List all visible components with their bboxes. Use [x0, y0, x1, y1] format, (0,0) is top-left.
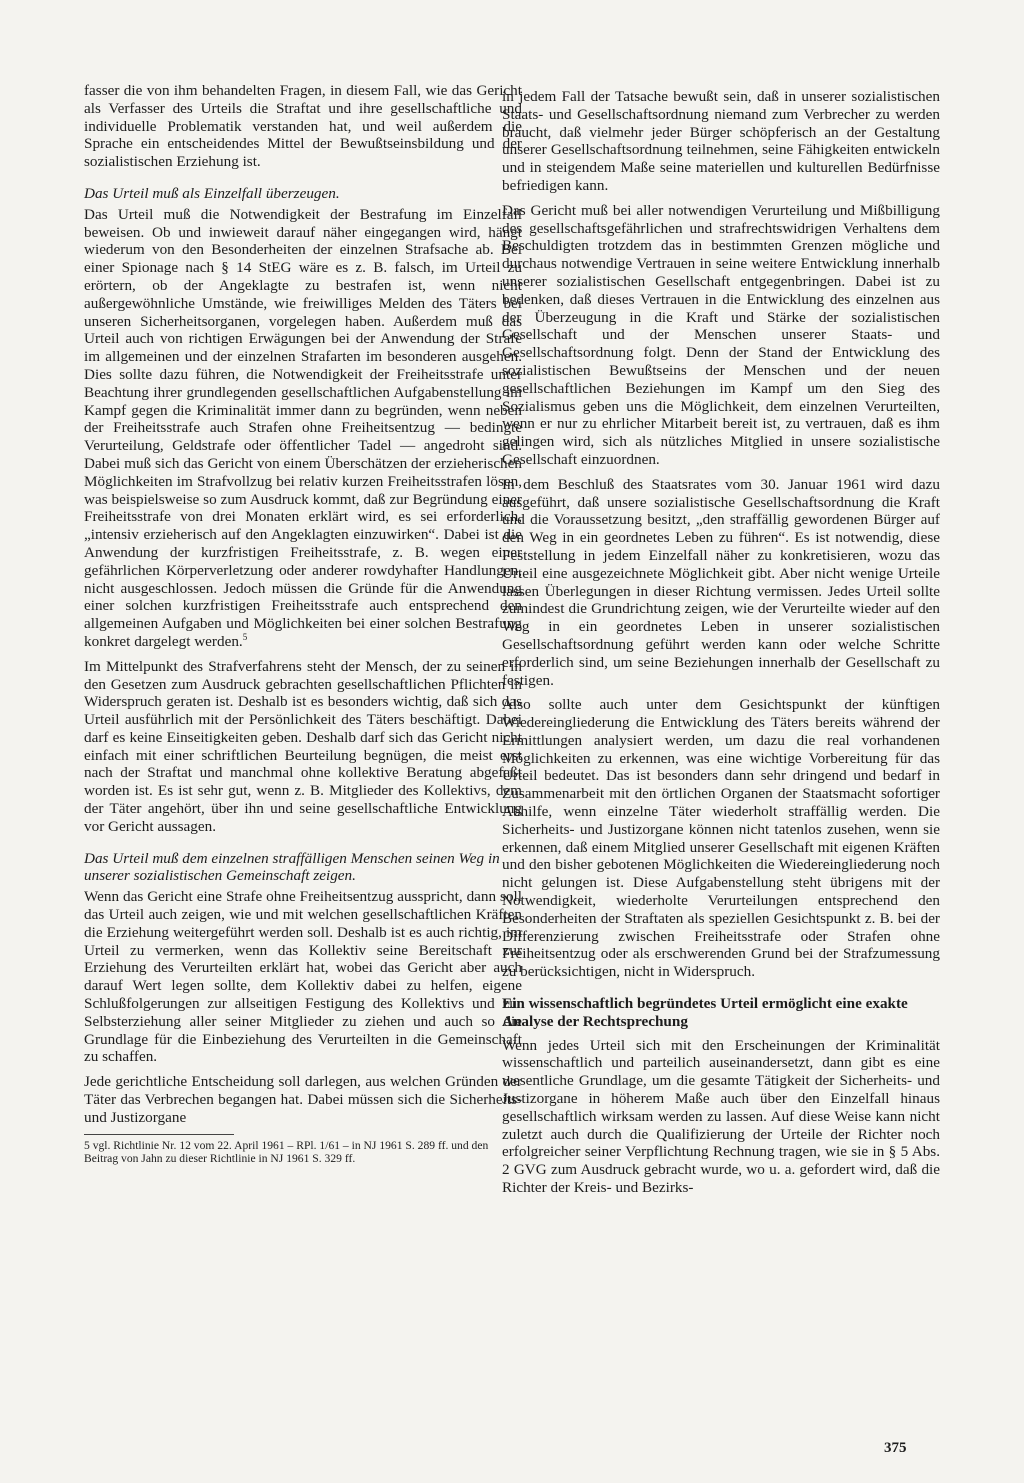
footnote: 5 vgl. Richtlinie Nr. 12 vom 22. April 1961 – RPl. 1/61 – in NJ 1961 S. 289 ff. und den Beitrag von Jahn zu dieser Richtlinie in NJ 1961 S. 329 ff. — [84, 1138, 489, 1165]
subheading: Das Urteil muß dem einzelnen straffälligen Menschen seinen Weg in unserer sozialistischen Gemeinschaft zeigen. — [84, 849, 500, 885]
paragraph: in jedem Fall der Tatsache bewußt sein, daß in unserer sozialistischen Staats- und Gesellschaftsordnung niemand zum Verbrecher zu werden braucht, daß vielmehr jeder Bürger schöpferisch an der Gestaltung unserer Gesellschaftsordnung teilnehmen, seine Fähigkeiten entwickeln und in steigendem Maße seine materiellen und kulturellen Bedürfnisse befriedigen kann. — [502, 88, 940, 194]
left-column — [84, 82, 522, 1172]
paragraph: Das Gericht muß bei aller notwendigen Verurteilung und Mißbilligung des gesellschaftsgefährlichen und strafrechtswidrigen Verhaltens dem Beschuldigten trotzdem das in bestimmten Grenzen mögliche und durchaus notwendige Vertrauen in seine weitere Entwicklung innerhalb unserer sozialistischen Gesellschaft entgegenbringen. Dabei ist zu bedenken, daß dieses Vertrauen in die Entwicklung des einzelnen aus der Überzeugung in die Kraft und Stärke der sozialistischen Gesellschaft und der Menschen unserer Staats- und Gesellschaftsordnung folgt. Denn der Stand der Entwicklung des sozialistischen Bewußtseins der Menschen und der neuen gesellschaftlichen Beziehungen im Kampf um den Sieg des Sozialismus geben uns die Möglichkeit, dem einzelnen Verurteilten, wenn er nur zu ehrlicher Mitarbeit bereit ist, zu vertrauen, daß es ihm gelingen wird, sich als nützliches Mitglied in unsere sozialistische Gesellschaft einzuordnen. — [502, 201, 940, 468]
paragraph: Also sollte auch unter dem Gesichtspunkt der künftigen Wiedereingliederung die Entwicklung des Täters bereits während der Ermittlungen analysiert werden, um dazu die real vorhandenen Möglichkeiten zu erkennen, was eine wichtige Vorbereitung für das Urteil bedeutet. Das ist besonders dann sehr dringend und bedarf in Zusammenarbeit mit den örtlichen Organen der Staatsmacht sofortiger Abhilfe, wenn einzelne Täter wiederholt straffällig werden. Die Sicherheits- und Justizorgane können nicht tatenlos zusehen, wenn sie erkennen, daß einem Mitglied unserer Gesellschaft mit eigenen Kräften und den bisher gebotenen Möglichkeiten die Wiedereingliederung noch nicht gelungen ist. Diese Aufgabenstellung steht übrigens mit der Notwendigkeit, wiederholte Verurteilungen entsprechend den Besonderheiten der Straftaten als speziellen Gesichtspunkt z. B. bei der Differenzierung zwischen Freiheitsstrafe oder Strafen ohne Freiheitsentzug oder als erschwerenden Grund bei der Strafzumessung zu berücksichtigen, nicht in Widerspruch. — [502, 696, 940, 981]
paragraph: fasser die von ihm behandelten Fragen, in diesem Fall, wie das Gericht als Verfasser des Urteils die Straftat und ihre gesellschaftliche und individuelle Problematik verstanden hat, und weil außerdem die Sprache ein entscheidendes Mittel der Bewußtseinsbildung und der sozialistischen Erziehung ist. — [84, 82, 522, 171]
paragraph — [84, 206, 522, 651]
page-number: 375 — [884, 1440, 907, 1456]
paragraph-text: Das Urteil muß die Notwendigkeit der Bestrafung im Einzelfall beweisen. Ob und inwieweit darauf näher eingegangen wird, hängt wiederum von den Besonderheiten der einzelnen Strafsache ab. Bei einer Spionage nach § 14 StEG wäre es z. B. falsch, im Urteil zu erörtern, ob der Angeklagte zu bestrafen ist, wenn nicht außergewöhnliche Umstände, wie freiwilliges Melden des Täters bei unseren Sicherheitsorganen, vorgelegen haben. Außerdem muß das Urteil auch von richtigen Erwägungen bei der Anwendung der Strafe im allgemeinen und der einzelnen Strafarten im besonderen ausgehen. Dies sollte dazu führen, die Notwendigkeit der Freiheitsstrafe unter Beachtung ihrer grundlegenden gesellschaftlichen Aufgabenstellung im Kampf gegen die Kriminalität immer dann zu begründen, wenn neben der Freiheitsstrafe auch Strafen ohne Freiheitsentzug — bedingte Verurteilung, Geldstrafe oder öffentlicher Tadel — angedroht sind. Dabei muß sich das Gericht von einem Überschätzen der erzieherischen Möglichkeiten im Strafvollzug bei relativ kurzen Freiheitsstrafen lösen, was beispielsweise so zum Ausdruck kommt, daß zur Begründung einer Freiheitsstrafe von drei Monaten erklärt wird, es sei erforderlich, „intensiv erzieherisch auf den Angeklagten einzuwirken“. Dabei ist die Anwendung der kurzfristigen Freiheitsstrafe, z. B. wegen einer gefährlichen Körperverletzung oder anderer rowdyhafter Handlungen, nicht ausgeschlossen. Jedoch müssen die Gründe für die Anwendung einer solchen kurzfristigen Freiheitsstrafe auch entsprechend den allgemeinen Aufgaben und Möglichkeiten bei einer solchen Bestrafung konkret dargelegt werden. — [84, 205, 522, 650]
footnote-marker: 5 — [242, 631, 248, 642]
footnote-rule — [84, 1134, 234, 1135]
paragraph: Wenn jedes Urteil sich mit den Erscheinungen der Kriminalität wissenschaftlich und parteilich auseinandersetzt, dann gibt es eine wesentliche Grundlage, um die gesamte Tätigkeit der Sicherheits- und Justizorgane in höherem Maße auch über den Einzelfall hinaus gesellschaftlich wirksam werden zu lassen. Auf diese Weise kann nicht zuletzt auch durch die Qualifizierung der Urteile der Richter noch erfolgreicher seiner Verpflichtung Rechnung tragen, wie sie in § 5 Abs. 2 GVG zum Ausdruck gebracht wurde, wo u. a. gefordert wird, daß die Richter der Kreis- und Bezirks- — [502, 1036, 940, 1197]
paragraph: Im Mittelpunkt des Strafverfahrens steht der Mensch, der zu seinen in den Gesetzen zum Ausdruck gebrachten gesellschaftlichen Pflichten in Widerspruch geraten ist. Deshalb ist es besonders wichtig, daß sich das Urteil ausführlich mit der Persönlichkeit des Täters beschäftigt. Dabei darf es keine Einseitigkeiten geben. Deshalb darf sich das Gericht nicht einfach mit einer schriftlichen Beurteilung begnügen, die meist erst nach der Straftat und manchmal ohne kollektive Beratung abgefaßt worden ist. Es ist sehr gut, wenn z. B. Mitglieder des Kollektivs, dem der Täter angehört, über ihn und seine gesellschaftliche Entwicklung vor Gericht aussagen. — [84, 657, 522, 835]
paragraph: Wenn das Gericht eine Strafe ohne Freiheitsentzug ausspricht, dann soll das Urteil auch zeigen, wie und mit welchen gesellschaftlichen Kräften die Erziehung weitergeführt werden soll. Deshalb ist es auch richtig, im Urteil zu vermerken, wenn das Kollektiv seine Bereitschaft zur Erziehung des Verurteilten erklärt hat, wobei das Gericht aber auch darauf Wert legen sollte, dem Kollektiv dabei zu helfen, eigene Schlußfolgerungen zur allseitigen Festigung des Kollektivs und zur Selbsterziehung aller seiner Mitglieder zu ziehen und auch so die Grundlage für die Einbeziehung des Verurteilten in die Gemeinschaft zu schaffen. — [84, 888, 522, 1066]
section-heading: Ein wissenschaftlich begründetes Urteil ermöglicht eine exakte Analyse der Rechtsprechung — [502, 995, 908, 1030]
paragraph: In dem Beschluß des Staatsrates vom 30. Januar 1961 wird dazu ausgeführt, daß unsere sozialistische Gesellschaftsordnung die Kraft und die Voraussetzung besitzt, „den straffällig gewordenen Bürger auf den Weg in ein geordnetes Leben zu führen“. Es ist notwendig, diese Feststellung in jedem Einzelfall näher zu konkretisieren, wozu das Urteil eine ausgezeichnete Möglichkeit gibt. Aber nicht wenige Urteile lassen Überlegungen in dieser Richtung vermissen. Jedes Urteil sollte zumindest die Grundrichtung zeigen, wie der Verurteilte wieder auf den Weg in ein geordnetes Leben in unserer sozialistischen Gesellschaftsordnung geführt werden kann oder welche Schritte erforderlich sind, um seine Beziehungen innerhalb der Gesellschaft zu festigen. — [502, 475, 940, 689]
right-column — [502, 88, 940, 1204]
subheading: Das Urteil muß als Einzelfall überzeugen. — [84, 184, 340, 202]
paragraph: Jede gerichtliche Entscheidung soll darlegen, aus welchen Gründen der Täter das Verbrechen begangen hat. Dabei müssen sich die Sicherheits- und Justizorgane — [84, 1073, 522, 1126]
